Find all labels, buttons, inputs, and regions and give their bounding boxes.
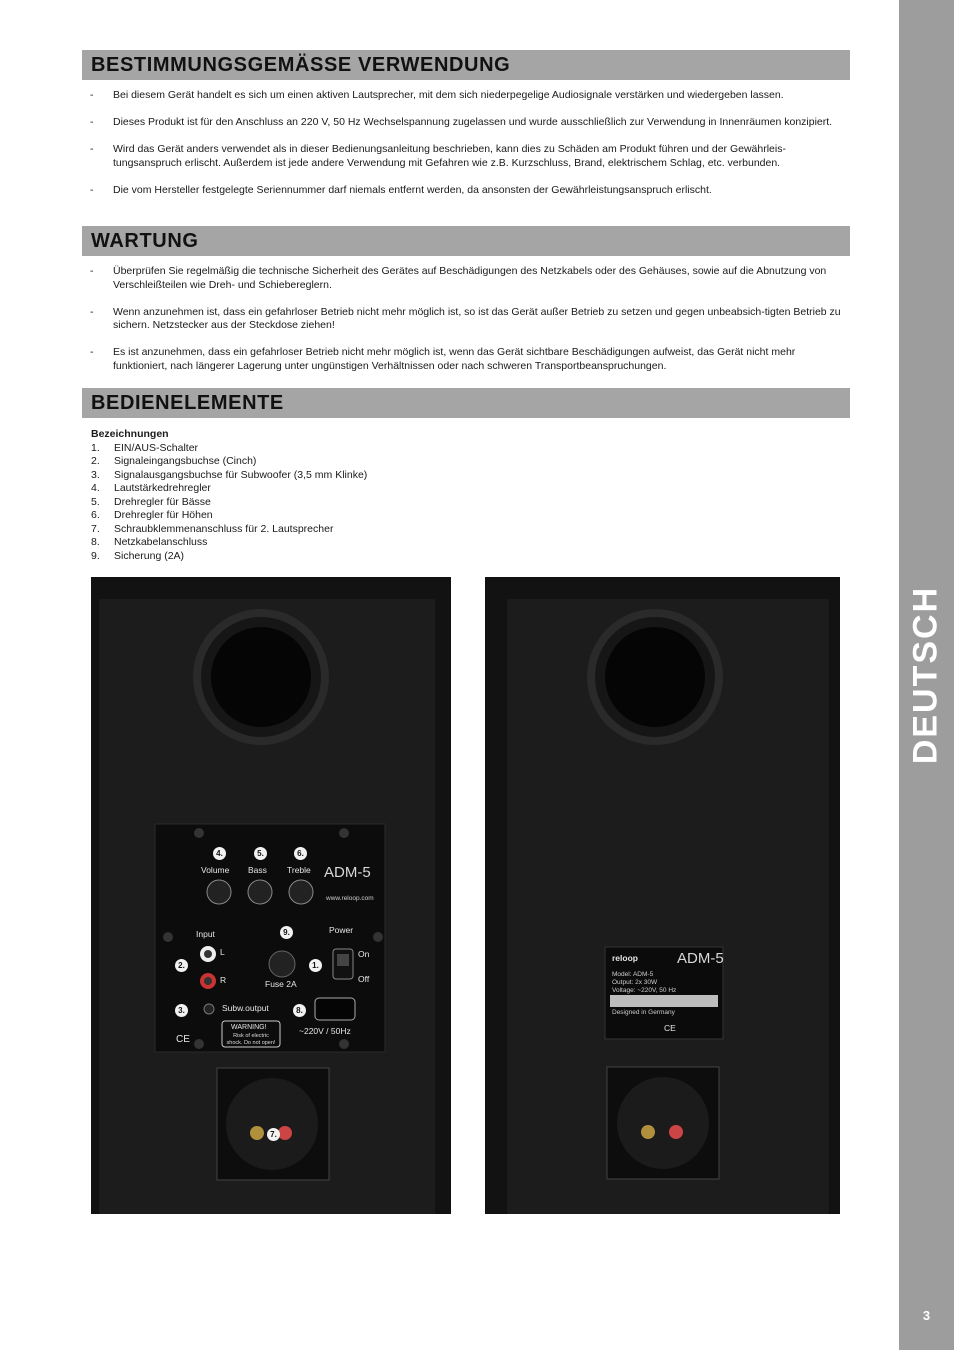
speaker-back-illustration bbox=[91, 577, 451, 1214]
speaker-back-illustration bbox=[485, 577, 840, 1214]
maintenance-list bbox=[90, 265, 842, 387]
ce-mark: CE bbox=[664, 1023, 676, 1033]
voltage-line: Voltage: ~220V, 50 Hz bbox=[612, 987, 677, 994]
list-item: - Es ist anzunehmen, dass ein gefahrloser Betrieb nicht mehr möglich ist, wenn das Gerät sichtbare Beschädigungen aufweist, das Gerät nicht mehr funktioniert, nach längerer Lagerung unter ungünstigen Verhältnissen oder nach schweren Transportbeanspruchungen. bbox=[90, 346, 796, 372]
speaker-back-photo-left bbox=[91, 577, 451, 1214]
warning-subtext: Risk of electric shock. Do not open! bbox=[226, 1033, 276, 1046]
ce-mark: CE bbox=[176, 1034, 190, 1045]
model-label: ADM-5 bbox=[324, 864, 371, 881]
right-channel-label: R bbox=[220, 975, 227, 985]
power-label: Power bbox=[329, 925, 354, 935]
list-item: - Überprüfen Sie regelmäßig die technische Sicherheit des Gerätes auf Beschädigungen des Netzkabels oder des Gehäuses, sowie auf die Abnutzung von Verschleißteilen wie Dreh- und Schiebereglern. bbox=[90, 265, 827, 291]
list-item: 7. Schraubklemmenanschluss für 2. Lautsprecher bbox=[91, 522, 334, 535]
list-item: - Wird das Gerät anders verwendet als in dieser Bedienungsanleitung beschrieben, kann dies zu Schäden am Produkt führen und der Gewährleis-tungsanspruch erlischt. Außerdem ist jede andere Verwendung mit Gefahren wie z.B. Kurzschluss, Brand, elektrischem Schlag, etc. verbunden. bbox=[90, 143, 786, 169]
warning-label: WARNING! bbox=[231, 1024, 267, 1031]
language-label: DEUTSCH bbox=[906, 585, 945, 765]
fuse-label: Fuse 2A bbox=[265, 979, 297, 989]
list-item: 2. Signaleingangsbuchse (Cinch) bbox=[91, 455, 257, 467]
subwoofer-output-label: Subw.output bbox=[222, 1003, 269, 1013]
list-item: - Bei diesem Gerät handelt es sich um einen aktiven Lautsprecher, mit dem sich niederpegelige Audiosignale verstärken und wiedergeben lassen. bbox=[90, 89, 784, 101]
bass-label: Bass bbox=[248, 865, 267, 875]
list-item: 6. Drehregler für Höhen bbox=[91, 509, 213, 521]
list-item: - Die vom Hersteller festgelegte Seriennummer darf niemals entfernt werden, da ansonsten der Gewährleistungsanspruch erlischt. bbox=[90, 183, 712, 196]
output-line: Output: 2x 30W bbox=[612, 979, 658, 986]
list-item: 8. Netzkabelanschluss bbox=[91, 536, 208, 548]
section-header-controls bbox=[82, 388, 850, 418]
callout-9: 9. bbox=[280, 926, 293, 939]
list-item: 1. EIN/AUS-Schalter bbox=[91, 441, 199, 454]
left-channel-label: L bbox=[220, 947, 225, 957]
section-header-maintenance bbox=[82, 226, 850, 256]
model-line: Model: ADM-5 bbox=[612, 971, 654, 978]
list-item: 4. Lautstärkedrehregler bbox=[91, 482, 211, 494]
designed-line: Designed in Germany bbox=[612, 1009, 675, 1016]
page-number: 3 bbox=[922, 1308, 931, 1323]
input-label: Input bbox=[196, 929, 215, 939]
list-item: 5. Drehregler für Bässe bbox=[91, 495, 211, 508]
controls-heading: Bezeichnungen bbox=[91, 428, 169, 440]
model-label: ADM-5 bbox=[677, 950, 724, 967]
callout-6: 6. bbox=[294, 847, 307, 860]
section-title: BEDIENELEMENTE bbox=[91, 392, 284, 414]
callout-1: 1. bbox=[309, 959, 322, 972]
website-label: www.reloop.com bbox=[326, 895, 374, 902]
off-label: Off bbox=[358, 974, 370, 984]
callout-8: 8. bbox=[293, 1004, 306, 1017]
usage-list bbox=[90, 89, 842, 211]
speaker-back-photo-right bbox=[485, 577, 840, 1214]
volume-label: Volume bbox=[201, 865, 230, 875]
list-item: 9. Sicherung (2A) bbox=[91, 549, 185, 562]
section-header-usage bbox=[82, 50, 850, 80]
treble-label: Treble bbox=[287, 865, 311, 875]
on-label: On bbox=[358, 949, 370, 959]
callout-7: 7. bbox=[267, 1128, 280, 1141]
list-item: 3. Signalausgangsbuchse für Subwoofer (3,5 mm Klinke) bbox=[91, 468, 368, 481]
callout-4: 4. bbox=[213, 847, 226, 860]
section-title: BESTIMMUNGSGEMÄSSE VERWENDUNG bbox=[91, 54, 511, 76]
controls-list bbox=[91, 428, 367, 563]
section-title: WARTUNG bbox=[91, 230, 199, 252]
callout-2: 2. bbox=[175, 959, 188, 972]
brand-logo: reloop bbox=[612, 953, 638, 963]
list-item: - Wenn anzunehmen ist, dass ein gefahrloser Betrieb nicht mehr möglich ist, so ist das Gerät außer Betrieb zu setzen und gegen unbeabsich-tigten Betrieb zu sichern. Netzstecker aus der Steckdose ziehen! bbox=[90, 305, 841, 331]
callout-3: 3. bbox=[175, 1004, 188, 1017]
callout-5: 5. bbox=[254, 847, 267, 860]
voltage-label: ~220V / 50Hz bbox=[299, 1026, 351, 1036]
list-item: - Dieses Produkt ist für den Anschluss an 220 V, 50 Hz Wechselspannung zugelassen und wurde ausschließlich zur Verwendung in Innenräumen konzipiert. bbox=[90, 116, 833, 128]
